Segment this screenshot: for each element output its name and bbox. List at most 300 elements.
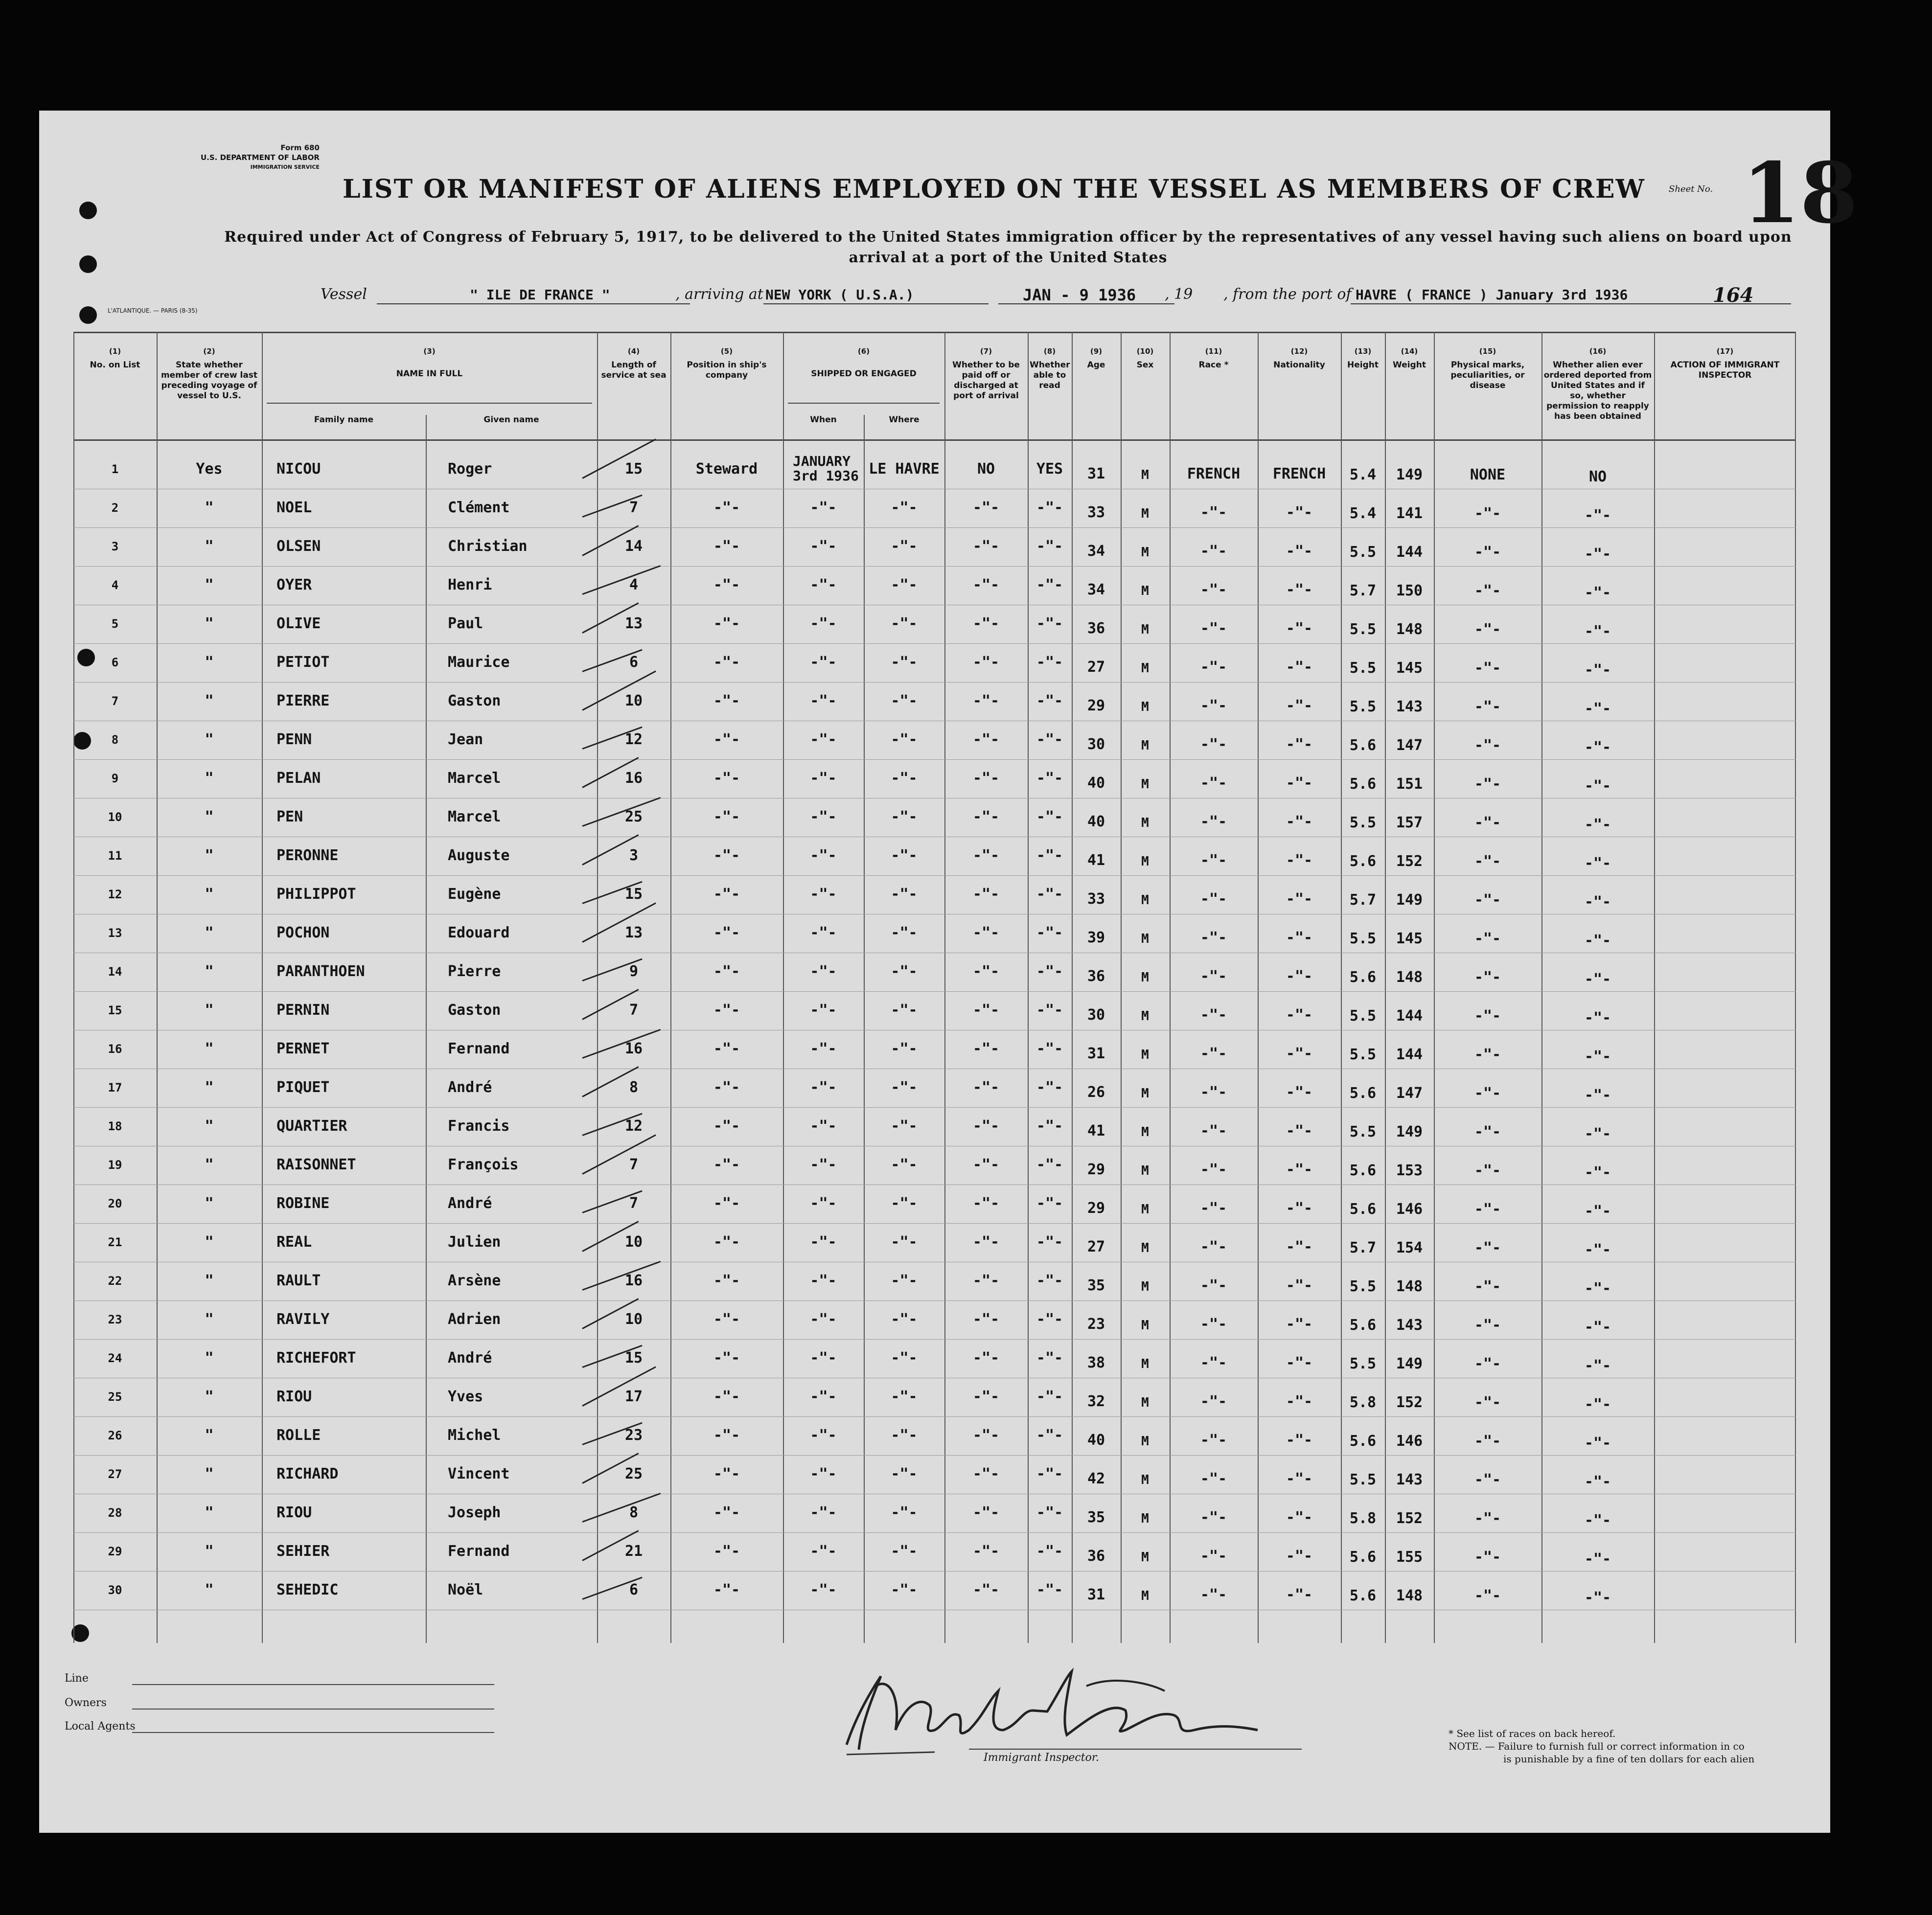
given-name: Gaston xyxy=(448,1002,501,1019)
column-header: SHIPPED OR ENGAGED xyxy=(811,369,917,379)
age: 35 xyxy=(1087,1509,1105,1526)
shipped-where: -"- xyxy=(891,770,918,787)
paid-off: -"- xyxy=(972,1195,1000,1212)
vessel-name: " ILE DE FRANCE " xyxy=(470,287,610,303)
paid-off: -"- xyxy=(972,1388,1000,1405)
age: 40 xyxy=(1087,775,1105,792)
position: -"- xyxy=(713,731,740,748)
column-number: (9) xyxy=(1090,347,1103,356)
physical-marks: -"- xyxy=(1474,1510,1501,1527)
deported: -"- xyxy=(1584,816,1611,833)
able-to-read: -"- xyxy=(1036,576,1063,593)
deported: -"- xyxy=(1584,1241,1611,1258)
sex: M xyxy=(1141,816,1149,830)
able-to-read: -"- xyxy=(1036,1079,1063,1096)
able-to-read: -"- xyxy=(1036,770,1063,787)
weight: 152 xyxy=(1396,1510,1423,1527)
inspector-label: Immigrant Inspector. xyxy=(984,1752,1099,1764)
able-to-read: -"- xyxy=(1036,924,1063,941)
family-name: PIQUET xyxy=(276,1079,330,1096)
position: -"- xyxy=(713,886,740,903)
column-number: (4) xyxy=(627,347,640,356)
deported: -"- xyxy=(1584,507,1611,524)
family-name: REAL xyxy=(276,1233,312,1251)
table-row xyxy=(73,1498,1796,1536)
position: -"- xyxy=(713,1543,740,1560)
nationality: -"- xyxy=(1286,1548,1313,1565)
height: 5.5 xyxy=(1349,698,1377,715)
race: -"- xyxy=(1200,1586,1227,1603)
shipped-when: -"- xyxy=(810,576,837,593)
deported: -"- xyxy=(1584,1203,1611,1220)
family-name: SEHEDIC xyxy=(276,1581,339,1598)
able-to-read: -"- xyxy=(1036,1040,1063,1057)
punch-hole xyxy=(79,306,97,324)
position: -"- xyxy=(713,615,740,632)
weight: 145 xyxy=(1396,660,1423,677)
age: 29 xyxy=(1087,697,1105,714)
age: 40 xyxy=(1087,1432,1105,1449)
family-name: SEHIER xyxy=(276,1543,330,1560)
printer-imprint: L'ATLANTIQUE. — PARIS (8-35) xyxy=(108,307,198,314)
row-number: 17 xyxy=(108,1081,122,1094)
position: -"- xyxy=(713,1311,740,1328)
sex: M xyxy=(1141,1395,1149,1410)
position: -"- xyxy=(713,963,740,980)
position: -"- xyxy=(713,1465,740,1482)
column-header: ACTION OF IMMIGRANT INSPECTOR xyxy=(1670,360,1780,380)
weight: 149 xyxy=(1396,466,1423,483)
table-row xyxy=(73,454,1796,493)
deported: -"- xyxy=(1584,623,1611,640)
race: -"- xyxy=(1200,1006,1227,1024)
age: 42 xyxy=(1087,1470,1105,1487)
deported: -"- xyxy=(1584,1512,1611,1529)
weight: 155 xyxy=(1396,1549,1423,1566)
table-row xyxy=(73,1343,1796,1382)
shipped-when: -"- xyxy=(810,1349,837,1367)
shipped-when: -"- xyxy=(810,770,837,787)
physical-marks: -"- xyxy=(1474,814,1501,831)
owners-label: Owners xyxy=(65,1697,107,1709)
shipped-when: -"- xyxy=(810,1079,837,1096)
note-penalty-1: NOTE. — Failure to furnish full or correct information in co xyxy=(1449,1740,1745,1752)
given-name: Adrien xyxy=(448,1311,501,1328)
given-name: André xyxy=(448,1079,492,1096)
punch-hole xyxy=(79,202,97,219)
sex: M xyxy=(1141,584,1149,598)
age: 38 xyxy=(1087,1354,1105,1371)
weight: 152 xyxy=(1396,1394,1423,1411)
height: 5.6 xyxy=(1349,1433,1377,1450)
shipped-when: -"- xyxy=(810,1117,837,1135)
weight: 147 xyxy=(1396,737,1423,754)
sex: M xyxy=(1141,700,1149,714)
manifest-sheet xyxy=(39,111,1858,1833)
race: -"- xyxy=(1200,1084,1227,1101)
shipped-where: -"- xyxy=(891,731,918,748)
physical-marks: -"- xyxy=(1474,1239,1501,1256)
family-name: POCHON xyxy=(276,924,330,941)
physical-marks: -"- xyxy=(1474,1394,1501,1411)
race: FRENCH xyxy=(1187,465,1241,482)
family-name: PARANTHOEN xyxy=(276,963,365,980)
shipped-where: LE HAVRE xyxy=(869,460,940,478)
shipped-where: -"- xyxy=(891,1079,918,1096)
length-of-service: 12 xyxy=(624,731,643,748)
prev-voyage: " xyxy=(205,924,214,941)
position: -"- xyxy=(713,1349,740,1367)
sex: M xyxy=(1141,1589,1149,1603)
weight: 149 xyxy=(1396,891,1423,909)
shipped-when: JANUARY 3rd 1936 xyxy=(793,453,859,484)
given-name: Fernand xyxy=(448,1543,510,1560)
race: -"- xyxy=(1200,1316,1227,1333)
weight: 146 xyxy=(1396,1201,1423,1218)
length-of-service: 17 xyxy=(624,1388,643,1405)
row-number: 26 xyxy=(108,1429,122,1442)
height: 5.6 xyxy=(1349,1201,1377,1218)
length-of-service: 21 xyxy=(624,1543,643,1560)
deported: -"- xyxy=(1584,1473,1611,1490)
column-header: Weight xyxy=(1393,360,1426,370)
shipped-when: -"- xyxy=(810,1581,837,1598)
column-header: Nationality xyxy=(1273,360,1325,370)
row-number: 22 xyxy=(108,1274,122,1288)
paid-off: -"- xyxy=(972,1465,1000,1482)
nationality: -"- xyxy=(1286,543,1313,560)
length-of-service: 7 xyxy=(629,1156,639,1173)
shipped-when: -"- xyxy=(810,615,837,632)
sex: M xyxy=(1141,1009,1149,1024)
physical-marks: -"- xyxy=(1474,1317,1501,1334)
row-number: 20 xyxy=(108,1197,122,1210)
deported: -"- xyxy=(1584,1357,1611,1374)
prev-voyage: " xyxy=(205,1233,214,1251)
shipped-when: -"- xyxy=(810,1233,837,1251)
nationality: -"- xyxy=(1286,620,1313,637)
sex: M xyxy=(1141,1511,1149,1526)
weight: 143 xyxy=(1396,1471,1423,1488)
given-name: Paul xyxy=(448,615,483,632)
family-name: PERONNE xyxy=(276,847,339,864)
weight: 149 xyxy=(1396,1123,1423,1140)
age: 34 xyxy=(1087,543,1105,560)
column-header: NAME IN FULL xyxy=(396,369,463,379)
able-to-read: -"- xyxy=(1036,692,1063,709)
able-to-read: -"- xyxy=(1036,654,1063,671)
table-row xyxy=(73,493,1796,531)
height: 5.5 xyxy=(1349,1355,1377,1372)
race: -"- xyxy=(1200,697,1227,714)
height: 5.5 xyxy=(1349,621,1377,638)
position: -"- xyxy=(713,847,740,864)
shipped-when: -"- xyxy=(810,1002,837,1019)
given-name: André xyxy=(448,1195,492,1212)
race: -"- xyxy=(1200,890,1227,908)
row-number: 24 xyxy=(108,1351,122,1365)
deported: -"- xyxy=(1584,777,1611,795)
paid-off: -"- xyxy=(972,1349,1000,1367)
family-name: PEN xyxy=(276,808,303,825)
able-to-read: -"- xyxy=(1036,808,1063,825)
shipped-when: -"- xyxy=(810,1388,837,1405)
sex: M xyxy=(1141,1202,1149,1217)
position: -"- xyxy=(713,1272,740,1289)
family-name: OLIVE xyxy=(276,615,321,632)
shipped-where: -"- xyxy=(891,1117,918,1135)
race: -"- xyxy=(1200,1354,1227,1371)
length-of-service: 6 xyxy=(629,654,639,671)
deported: -"- xyxy=(1584,661,1611,679)
height: 5.5 xyxy=(1349,544,1377,561)
deported: -"- xyxy=(1584,1048,1611,1065)
column-number: (13) xyxy=(1354,347,1372,356)
group-rule xyxy=(788,403,940,404)
able-to-read: -"- xyxy=(1036,1272,1063,1289)
given-name: Jean xyxy=(448,731,483,748)
weight: 148 xyxy=(1396,1587,1423,1604)
column-number: (17) xyxy=(1716,347,1734,356)
family-name: RICHEFORT xyxy=(276,1349,356,1367)
physical-marks: -"- xyxy=(1474,891,1501,909)
from-port: HAVRE ( FRANCE ) January 3rd 1936 xyxy=(1356,287,1628,303)
column-number: (15) xyxy=(1479,347,1496,356)
nationality: -"- xyxy=(1286,1084,1313,1101)
race: -"- xyxy=(1200,1470,1227,1487)
prev-voyage: " xyxy=(205,886,214,903)
able-to-read: -"- xyxy=(1036,1117,1063,1135)
nationality: -"- xyxy=(1286,1122,1313,1140)
paid-off: -"- xyxy=(972,1233,1000,1251)
given-name: Joseph xyxy=(448,1504,501,1521)
race: -"- xyxy=(1200,775,1227,792)
sex: M xyxy=(1141,1434,1149,1449)
age: 36 xyxy=(1087,620,1105,637)
prev-voyage: " xyxy=(205,692,214,709)
position: -"- xyxy=(713,1002,740,1019)
height: 5.6 xyxy=(1349,775,1377,793)
shipped-where: -"- xyxy=(891,1233,918,1251)
able-to-read: -"- xyxy=(1036,886,1063,903)
nationality: -"- xyxy=(1286,852,1313,869)
height: 5.4 xyxy=(1349,505,1377,522)
nationality: -"- xyxy=(1286,697,1313,714)
position: -"- xyxy=(713,499,740,516)
column-header: Length of service at sea xyxy=(601,360,667,380)
nationality: -"- xyxy=(1286,1277,1313,1294)
prev-voyage: " xyxy=(205,1002,214,1019)
able-to-read: -"- xyxy=(1036,538,1063,555)
nationality: -"- xyxy=(1286,1200,1313,1217)
paid-off: -"- xyxy=(972,963,1000,980)
physical-marks: -"- xyxy=(1474,1549,1501,1566)
shipped-when: -"- xyxy=(810,499,837,516)
height: 5.8 xyxy=(1349,1394,1377,1411)
sex: M xyxy=(1141,1550,1149,1565)
weight: 146 xyxy=(1396,1433,1423,1450)
note-races: * See list of races on back hereof. xyxy=(1449,1728,1616,1739)
table-row xyxy=(73,1536,1796,1575)
age: 40 xyxy=(1087,813,1105,830)
shipped-where: -"- xyxy=(891,1156,918,1173)
age: 34 xyxy=(1087,581,1105,598)
sex: M xyxy=(1141,1163,1149,1178)
deported: -"- xyxy=(1584,1087,1611,1104)
shipped-where: -"- xyxy=(891,1349,918,1367)
nationality: -"- xyxy=(1286,1238,1313,1255)
row-number: 23 xyxy=(108,1313,122,1326)
shipped-when: -"- xyxy=(810,731,837,748)
nationality: -"- xyxy=(1286,504,1313,521)
length-of-service: 23 xyxy=(624,1427,643,1444)
age: 23 xyxy=(1087,1316,1105,1333)
deported: -"- xyxy=(1584,584,1611,601)
deported: -"- xyxy=(1584,1550,1611,1568)
nationality: -"- xyxy=(1286,1432,1313,1449)
sheet-number: 18 xyxy=(1742,144,1858,242)
row-number: 12 xyxy=(108,888,122,901)
row-number: 10 xyxy=(108,810,122,824)
table-row xyxy=(73,686,1796,725)
family-name: RIOU xyxy=(276,1504,312,1521)
prev-voyage: " xyxy=(205,615,214,632)
prev-voyage: " xyxy=(205,654,214,671)
deported: -"- xyxy=(1584,1589,1611,1606)
shipped-where: -"- xyxy=(891,1427,918,1444)
given-name: Roger xyxy=(448,460,492,478)
paid-off: -"- xyxy=(972,886,1000,903)
family-name: PETIOT xyxy=(276,654,330,671)
physical-marks: -"- xyxy=(1474,853,1501,870)
family-name: RIOU xyxy=(276,1388,312,1405)
family-name: PERNIN xyxy=(276,1002,330,1019)
page-title: LIST OR MANIFEST OF ALIENS EMPLOYED ON THE VESSEL AS MEMBERS OF CREW xyxy=(343,174,1645,204)
able-to-read: YES xyxy=(1036,460,1063,478)
table-row xyxy=(73,763,1796,802)
able-to-read: -"- xyxy=(1036,499,1063,516)
length-of-service: 7 xyxy=(629,1195,639,1212)
table-row xyxy=(73,647,1796,686)
race: -"- xyxy=(1200,736,1227,753)
prev-voyage: " xyxy=(205,1581,214,1598)
table-row xyxy=(73,1227,1796,1266)
shipped-where: -"- xyxy=(891,615,918,632)
nationality: -"- xyxy=(1286,1586,1313,1603)
able-to-read: -"- xyxy=(1036,847,1063,864)
local-agents-label: Local Agents xyxy=(65,1720,136,1733)
physical-marks: -"- xyxy=(1474,1046,1501,1063)
position: -"- xyxy=(713,1117,740,1135)
row-number: 4 xyxy=(111,578,119,592)
paid-off: -"- xyxy=(972,1156,1000,1173)
shipped-when: -"- xyxy=(810,886,837,903)
weight: 150 xyxy=(1396,582,1423,599)
sex: M xyxy=(1141,893,1149,908)
family-name: QUARTIER xyxy=(276,1117,347,1135)
table-row xyxy=(73,879,1796,918)
age: 30 xyxy=(1087,736,1105,753)
paid-off: -"- xyxy=(972,1311,1000,1328)
height: 5.5 xyxy=(1349,930,1377,947)
row-number: 21 xyxy=(108,1235,122,1249)
race: -"- xyxy=(1200,543,1227,560)
column-number: (11) xyxy=(1205,347,1222,356)
weight: 148 xyxy=(1396,621,1423,638)
table-row xyxy=(73,1459,1796,1498)
column-number: (10) xyxy=(1136,347,1154,356)
position: -"- xyxy=(713,770,740,787)
shipped-where: -"- xyxy=(891,1002,918,1019)
nationality: -"- xyxy=(1286,968,1313,985)
age: 27 xyxy=(1087,659,1105,676)
given-name: Fernand xyxy=(448,1040,510,1057)
race: -"- xyxy=(1200,1200,1227,1217)
family-name: PIERRE xyxy=(276,692,330,709)
position: Steward xyxy=(695,460,758,478)
paid-off: -"- xyxy=(972,1272,1000,1289)
paid-off: -"- xyxy=(972,731,1000,748)
given-name: Edouard xyxy=(448,924,510,941)
position: -"- xyxy=(713,576,740,593)
column-header: Whether able to read xyxy=(1030,360,1070,390)
prev-voyage: " xyxy=(205,963,214,980)
given-name: Maurice xyxy=(448,654,510,671)
prev-voyage: " xyxy=(205,808,214,825)
family-name: RICHARD xyxy=(276,1465,339,1482)
footer-notes xyxy=(1449,1727,1754,1765)
table-row xyxy=(73,1072,1796,1111)
length-of-service: 10 xyxy=(624,1311,643,1328)
paid-off: -"- xyxy=(972,924,1000,941)
row-number: 19 xyxy=(108,1158,122,1172)
table-row xyxy=(73,802,1796,841)
row-number: 5 xyxy=(111,617,119,631)
from-label: , from the port of xyxy=(1223,286,1352,303)
table-row xyxy=(73,1382,1796,1420)
position: -"- xyxy=(713,924,740,941)
sex: M xyxy=(1141,545,1149,560)
paid-off: -"- xyxy=(972,1117,1000,1135)
family-name: NOEL xyxy=(276,499,312,516)
row-number: 30 xyxy=(108,1583,122,1597)
height: 5.7 xyxy=(1349,582,1377,599)
group-rule xyxy=(267,403,592,404)
department: U.S. DEPARTMENT OF LABOR xyxy=(201,153,320,162)
family-name: PERNET xyxy=(276,1040,330,1057)
deported: -"- xyxy=(1584,700,1611,717)
deported: -"- xyxy=(1584,971,1611,988)
race: -"- xyxy=(1200,1161,1227,1178)
position: -"- xyxy=(713,1388,740,1405)
table-row xyxy=(73,725,1796,763)
prev-voyage: " xyxy=(205,1349,214,1367)
note-penalty-2: is punishable by a fine of ten dollars for each alien xyxy=(1503,1753,1755,1765)
shipped-when: -"- xyxy=(810,924,837,941)
given-name: Michel xyxy=(448,1427,501,1444)
sex: M xyxy=(1141,622,1149,637)
age: 36 xyxy=(1087,1548,1105,1565)
family-name: OYER xyxy=(276,576,312,593)
weight: 147 xyxy=(1396,1085,1423,1102)
length-of-service: 15 xyxy=(624,460,643,478)
given-name: Eugène xyxy=(448,886,501,903)
table-row xyxy=(73,1420,1796,1459)
shipped-when: -"- xyxy=(810,1040,837,1057)
family-name: RAISONNET xyxy=(276,1156,356,1173)
column-header: Physical marks, peculiarities, or disease xyxy=(1450,360,1525,390)
table-row xyxy=(73,1034,1796,1072)
